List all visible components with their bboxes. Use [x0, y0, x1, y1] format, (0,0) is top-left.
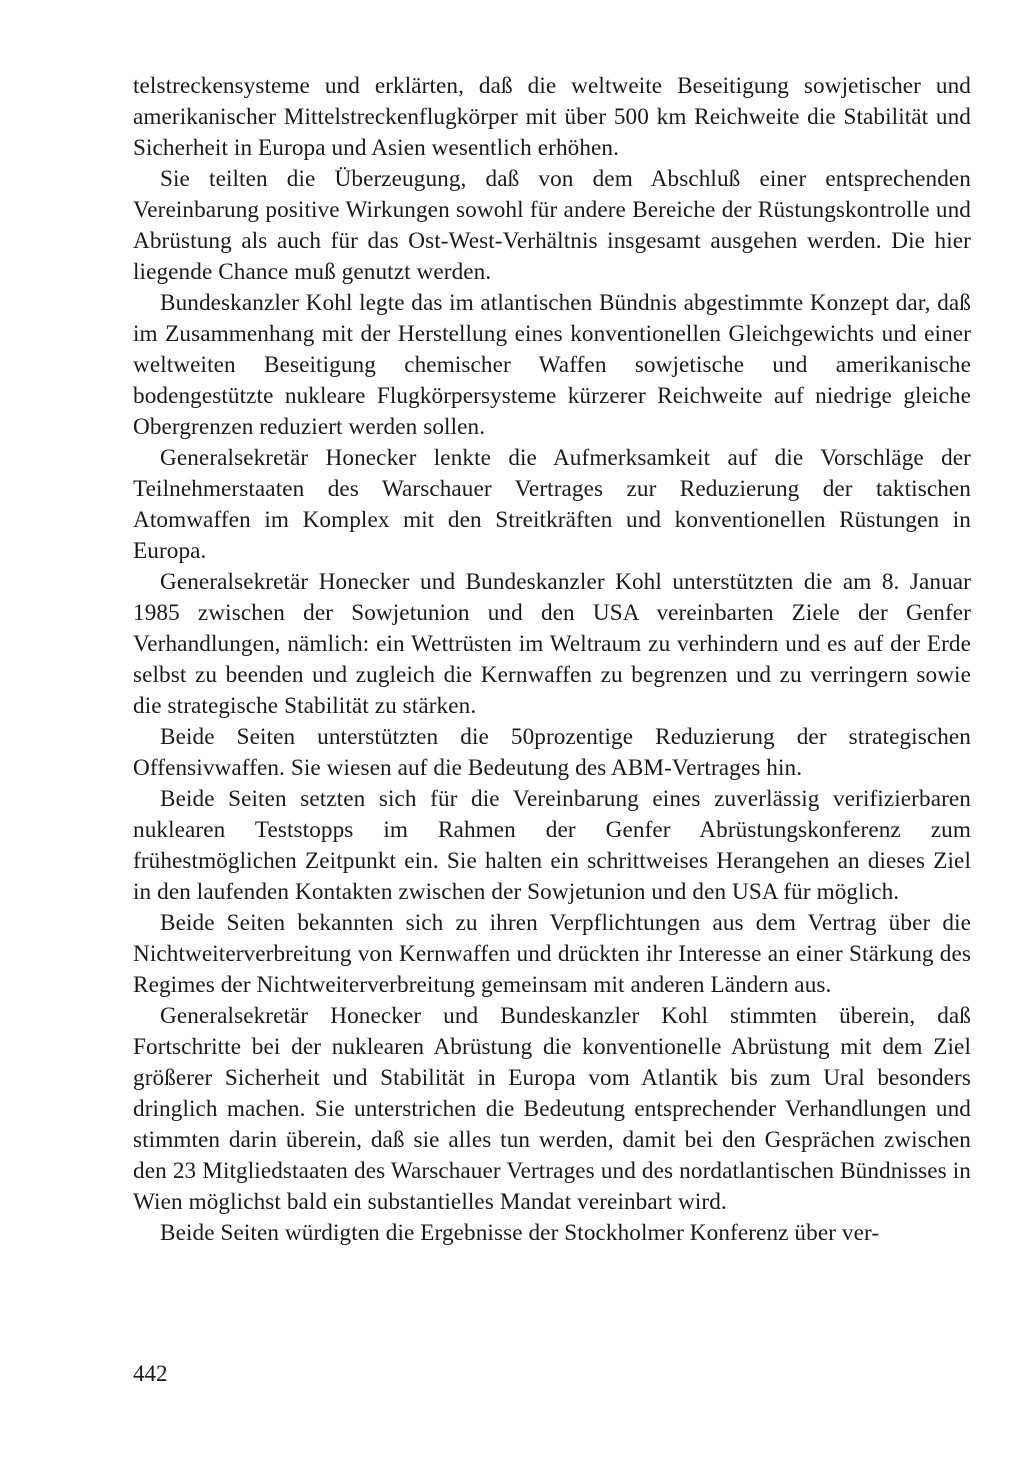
paragraph-5: Generalsekretär Honecker und Bundeskanzler Kohl unterstützten die am 8. Januar 1985 zwischen der Sowjetunion und den USA vereinbarten Ziele der Genfer Verhandlungen, nämlich: ein Wettrüsten im Weltraum zu verhindern und es auf der Erde selbst zu beenden und zugleich die Kernwaffen zu begrenzen und zu verringern sowie die strategische Stabilität zu stärken. — [133, 569, 971, 719]
paragraph-7: Beide Seiten setzten sich für die Vereinbarung eines zuverlässig verifizierbaren nuklearen Teststopps im Rahmen der Genfer Abrüstungskonferenz zum frühestmöglichen Zeitpunkt ein. Sie halten ein schrittweises Herangehen an dieses Ziel in den laufenden Kontakten zwischen der Sowjetunion und den USA für möglich. — [133, 786, 971, 905]
paragraph-9: Generalsekretär Honecker und Bundeskanzler Kohl stimmten überein, daß Fortschritte bei der nuklearen Abrüstung die konventionelle Abrüstung mit dem Ziel größerer Sicherheit und Stabilität in Europa vom Atlantik bis zum Ural besonders dringlich machen. Sie unterstrichen die Bedeutung entsprechender Verhandlungen und stimmten darin überein, daß sie alles tun werden, damit bei den Gesprächen zwischen den 23 Mitgliedstaaten des Warschauer Vertrages und des nordatlantischen Bündnisses in Wien möglichst bald ein substantielles Mandat vereinbart wird. — [133, 1003, 971, 1215]
paragraph-1: telstreckensysteme und erklärten, daß die weltweite Beseitigung sowjetischer und amerikanischer Mittelstreckenflugkörper mit über 500 km Reichweite die Stabilität und Sicherheit in Europa und Asien wesentlich erhöhen. — [133, 73, 971, 161]
paragraph-6: Beide Seiten unterstützten die 50prozentige Reduzierung der strategischen Offensivwaffen. Sie wiesen auf die Bedeutung des ABM-Vertrages hin. — [133, 724, 971, 781]
paragraph-10: Beide Seiten würdigten die Ergebnisse der Stockholmer Konferenz über ver- — [160, 1220, 880, 1246]
paragraph-3: Bundeskanzler Kohl legte das im atlantischen Bündnis abgestimmte Konzept dar, daß im Zusammenhang mit der Herstellung eines konventionellen Gleichgewichts und einer weltweiten Beseitigung chemischer Waffen sowjetische und amerikanische bodengestützte nukleare Flugkörpersysteme kürzerer Reichweite auf niedrige gleiche Obergrenzen reduziert werden sollen. — [133, 290, 971, 440]
body-text — [133, 71, 971, 1249]
paragraph-2: Sie teilten die Überzeugung, daß von dem Abschluß einer entsprechenden Vereinbarung positive Wirkungen sowohl für andere Bereiche der Rüstungskontrolle und Abrüstung als auch für das Ost-West-Verhältnis insgesamt ausgehen werden. Die hier liegende Chance muß genutzt werden. — [133, 166, 971, 285]
page-number: 442 — [133, 1361, 168, 1386]
paragraph-4: Generalsekretär Honecker lenkte die Aufmerksamkeit auf die Vorschläge der Teilnehmerstaaten des Warschauer Vertrages zur Reduzierung der taktischen Atomwaffen im Komplex mit den Streitkräften und konventionellen Rüstungen in Europa. — [133, 445, 971, 564]
paragraph-8: Beide Seiten bekannten sich zu ihren Verpflichtungen aus dem Vertrag über die Nichtweiterverbreitung von Kernwaffen und drückten ihr Interesse an einer Stärkung des Regimes der Nichtweiterverbreitung gemeinsam mit anderen Ländern aus. — [133, 910, 971, 998]
